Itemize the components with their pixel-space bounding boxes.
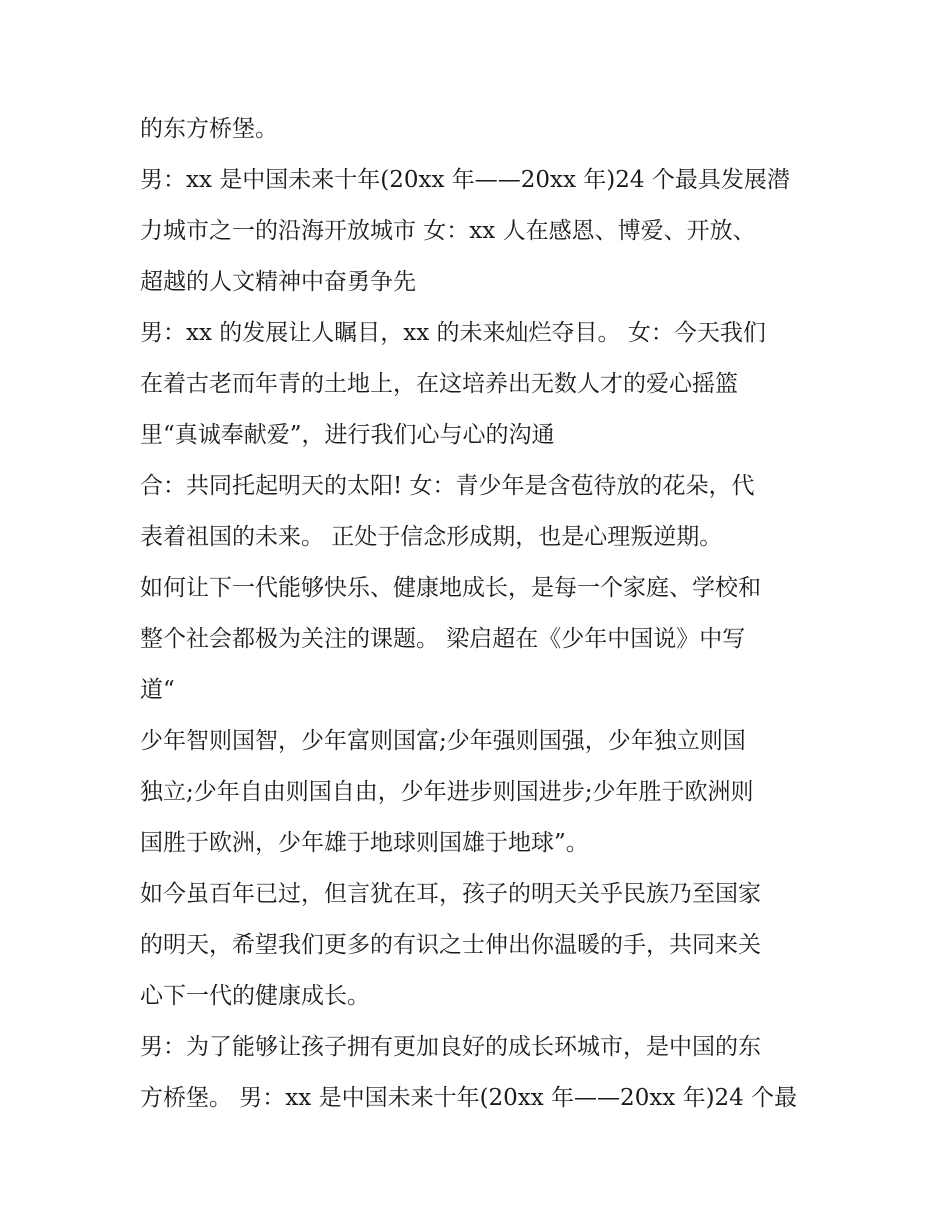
text-line: 的明天，希望我们更多的有识之士伸出你温暖的手，共同来关	[140, 932, 761, 958]
text-line: 的东方桥堡。	[140, 116, 278, 142]
text-line: 如何让下一代能够快乐、健康地成长，是每一个家庭、学校和	[140, 575, 761, 601]
text-line: 男：为了能够让孩子拥有更加良好的成长环城市，是中国的东	[140, 1034, 761, 1060]
text-line: 国胜于欧洲，少年雄于地球则国雄于地球”。	[140, 830, 589, 856]
document-body	[140, 104, 830, 1124]
text-line: 独立;少年自由则国自由，少年进步则国进步;少年胜于欧洲则	[140, 779, 754, 805]
text-line: 超越的人文精神中奋勇争先	[140, 269, 416, 295]
text-line: 男：xx 是中国未来十年(20xx 年——20xx 年)24 个最具发展潜	[140, 167, 790, 193]
text-line: 力城市之一的沿海开放城市 女：xx 人在感恩、博爱、开放、	[140, 218, 756, 244]
text-line: 道“	[140, 677, 175, 703]
text-line: 方桥堡。 男：xx 是中国未来十年(20xx 年——20xx 年)24 个最	[140, 1085, 798, 1111]
text-line: 男：xx 的发展让人瞩目，xx 的未来灿烂夺目。 女：今天我们	[140, 320, 766, 346]
text-line: 整个社会都极为关注的课题。 梁启超在《少年中国说》中写	[140, 626, 746, 652]
text-line: 表着祖国的未来。 正处于信念形成期，也是心理叛逆期。	[140, 524, 723, 550]
text-line: 如今虽百年已过，但言犹在耳，孩子的明天关乎民族乃至国家	[140, 881, 761, 907]
text-line: 里“真诚奉献爱”，进行我们心与心的沟通	[140, 422, 555, 448]
text-line: 在着古老而年青的土地上，在这培养出无数人才的爱心摇篮	[140, 371, 738, 397]
text-line: 心下一代的健康成长。	[140, 983, 370, 1009]
text-line: 合：共同托起明天的太阳! 女：青少年是含苞待放的花朵，代	[140, 473, 755, 499]
text-line: 少年智则国智，少年富则国富;少年强则国强，少年独立则国	[140, 728, 746, 754]
